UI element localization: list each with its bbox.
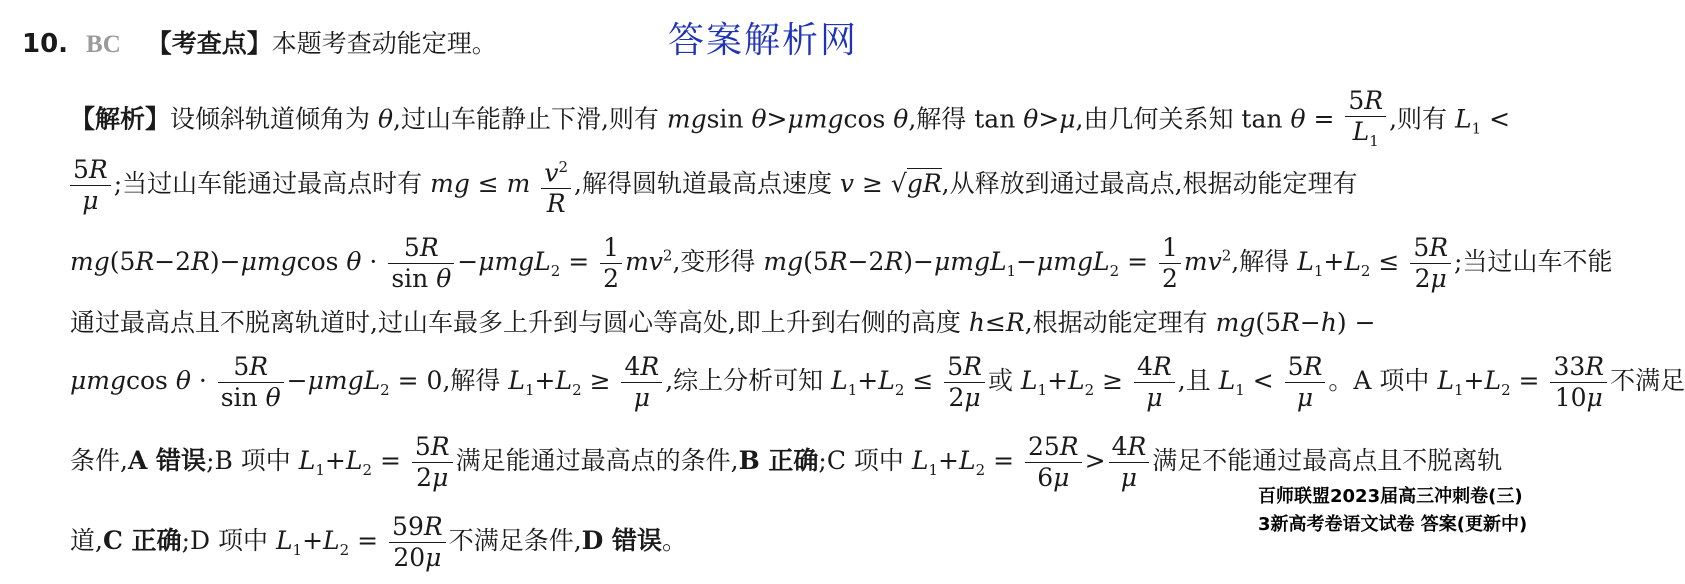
question-header [22, 29, 497, 60]
analysis-line-1: 【解析】设倾斜轨道倾角为 θ,过山车能静止下滑,则有 mgsin θ>μmgcos θ,解得 tan θ>μ,由几何关系知 tan θ = $\frac{5R}{L_1}$ ,则有 $L_1$ < [70, 86, 1511, 150]
answer-choice: BC [86, 31, 121, 58]
watermark: 答案解析网 [668, 20, 859, 61]
question-number: 10. [22, 29, 69, 59]
point-text: 本题考查动能定理。 [271, 29, 497, 58]
analysis-line-5: μmgcos θ · $\frac{5R}{\text{sin θ}}$ −μmgL$_2$ = 0,解得 $L_1+L_2$ ≥ $\frac{4R}{\mu}$ ,综上分析可知 $L_1+L_2$ ≤ $\frac{5R}{2\mu}$ 或 $L_1+L_2$ ≥ $\frac{4R}{\mu}$ ,且 $L_1$ < $\frac{5R}{\mu}$ 。A 项中 $L_1+L_2$ = $\frac{33R}{10\mu}$ 不满足 [70, 352, 1685, 412]
analysis-line-4: 通过最高点且不脱离轨道时,过山车最多上升到与圆心等高处,即上升到右侧的高度 h≤R,根据动能定理有 mg(5R−h) − [70, 308, 1376, 337]
analysis-line-3: mg(5R−2R)−μmgcos θ · $\frac{5R}{\text{sin θ}}$ −μmgL$_2$ = $\frac{1}{2}$ $mv^2$,变形得 mg(5R−2R)−μmgL$_1$−μmgL$_2$ = $\frac{1}{2}$ $mv^2$,解得 $L_1+L_2$ ≤ $\frac{5R}{2\mu}$ ;当过山车不能 [70, 233, 1613, 293]
analysis-line-2: $\frac{5R}{\mu}$ ;当过山车能通过最高点时有 mg ≤ m $\frac{v^2}{R}$ ,解得圆轨道最高点速度 v ≥ √gR,从释放到通过最高点,根据动能定理有 [70, 152, 1358, 219]
analysis-line-7: 道,C 正确;D 项中 $L_1+L_2$ = $\frac{59R}{20\mu}$ 不满足条件,D 错误。 [70, 512, 688, 572]
promo-text[interactable]: 百师联盟2023届高三冲刺卷(三)3新高考卷语文试卷 答案(更新中) [1258, 486, 1528, 535]
point-label: 【考查点】 [146, 29, 272, 58]
analysis-line-6: 条件,A 错误;B 项中 $L_1+L_2$ = $\frac{5R}{2\mu}$ 满足能通过最高点的条件,B 正确;C 项中 $L_1+L_2$ = $\frac{25R}{6\mu}$ > $\frac{4R}{\mu}$ 满足不能通过最高点且不脱离轨 [70, 432, 1503, 492]
